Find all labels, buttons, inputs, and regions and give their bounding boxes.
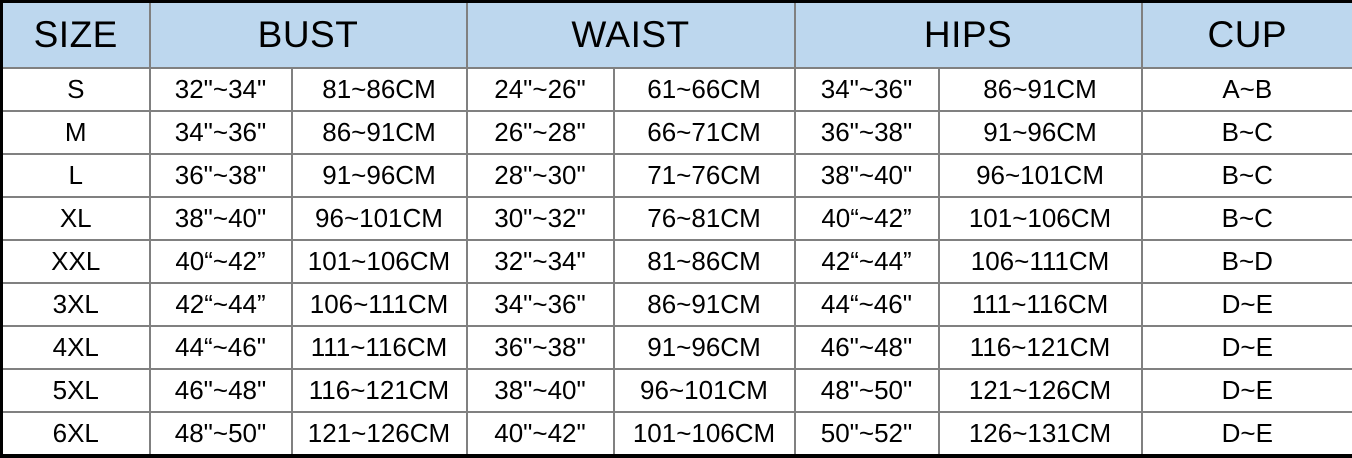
cell-hips_cm: 91~96CM: [939, 111, 1142, 154]
cell-size: S: [2, 68, 150, 111]
cell-waist_inches: 34"~36": [467, 283, 614, 326]
cell-hips_inches: 40“~42”: [795, 197, 939, 240]
cell-waist_cm: 71~76CM: [614, 154, 795, 197]
table-row: [2, 68, 1352, 111]
cell-hips_inches: 46"~48": [795, 326, 939, 369]
cell-waist_cm: 61~66CM: [614, 68, 795, 111]
cell-hips_cm: 111~116CM: [939, 283, 1142, 326]
cell-hips_cm: 86~91CM: [939, 68, 1142, 111]
cell-cup: B~D: [1142, 240, 1352, 283]
cell-waist_cm: 76~81CM: [614, 197, 795, 240]
cell-bust_inches: 48"~50": [150, 412, 292, 456]
cell-hips_cm: 126~131CM: [939, 412, 1142, 456]
cell-hips_inches: 48"~50": [795, 369, 939, 412]
cell-size: XXL: [2, 240, 150, 283]
cell-waist_cm: 86~91CM: [614, 283, 795, 326]
cell-bust_inches: 34"~36": [150, 111, 292, 154]
cell-cup: B~C: [1142, 111, 1352, 154]
cell-waist_cm: 81~86CM: [614, 240, 795, 283]
cell-bust_inches: 40“~42”: [150, 240, 292, 283]
column-header-bust: BUST: [150, 2, 467, 69]
column-header-size: SIZE: [2, 2, 150, 69]
cell-hips_inches: 36"~38": [795, 111, 939, 154]
cell-size: M: [2, 111, 150, 154]
cell-cup: D~E: [1142, 283, 1352, 326]
size-chart-body: [2, 68, 1352, 456]
table-row: [2, 154, 1352, 197]
cell-bust_inches: 44“~46": [150, 326, 292, 369]
cell-hips_cm: 106~111CM: [939, 240, 1142, 283]
cell-waist_cm: 66~71CM: [614, 111, 795, 154]
cell-hips_inches: 42“~44”: [795, 240, 939, 283]
cell-cup: B~C: [1142, 154, 1352, 197]
cell-waist_inches: 38"~40": [467, 369, 614, 412]
column-header-waist: WAIST: [467, 2, 795, 69]
cell-hips_inches: 38"~40": [795, 154, 939, 197]
table-row: [2, 240, 1352, 283]
header-row: [2, 2, 1352, 69]
cell-bust_inches: 38"~40": [150, 197, 292, 240]
cell-waist_inches: 40"~42": [467, 412, 614, 456]
cell-waist_inches: 28"~30": [467, 154, 614, 197]
cell-waist_inches: 30"~32": [467, 197, 614, 240]
cell-bust_inches: 32"~34": [150, 68, 292, 111]
cell-bust_inches: 46"~48": [150, 369, 292, 412]
cell-hips_inches: 34"~36": [795, 68, 939, 111]
cell-cup: A~B: [1142, 68, 1352, 111]
cell-hips_cm: 101~106CM: [939, 197, 1142, 240]
cell-size: XL: [2, 197, 150, 240]
cell-waist_inches: 26"~28": [467, 111, 614, 154]
cell-waist_cm: 101~106CM: [614, 412, 795, 456]
cell-size: 4XL: [2, 326, 150, 369]
table-row: [2, 283, 1352, 326]
column-header-hips: HIPS: [795, 2, 1142, 69]
cell-waist_inches: 32"~34": [467, 240, 614, 283]
cell-cup: D~E: [1142, 412, 1352, 456]
cell-bust_cm: 106~111CM: [292, 283, 467, 326]
cell-waist_inches: 36"~38": [467, 326, 614, 369]
cell-hips_cm: 116~121CM: [939, 326, 1142, 369]
cell-cup: B~C: [1142, 197, 1352, 240]
cell-size: 3XL: [2, 283, 150, 326]
cell-hips_cm: 121~126CM: [939, 369, 1142, 412]
table-row: [2, 326, 1352, 369]
cell-cup: D~E: [1142, 369, 1352, 412]
table-row: [2, 412, 1352, 456]
cell-bust_inches: 42“~44”: [150, 283, 292, 326]
cell-bust_cm: 91~96CM: [292, 154, 467, 197]
cell-size: 5XL: [2, 369, 150, 412]
cell-bust_cm: 121~126CM: [292, 412, 467, 456]
size-chart-header: [2, 2, 1352, 69]
cell-waist_cm: 96~101CM: [614, 369, 795, 412]
cell-hips_inches: 50"~52": [795, 412, 939, 456]
cell-hips_cm: 96~101CM: [939, 154, 1142, 197]
cell-waist_inches: 24"~26": [467, 68, 614, 111]
cell-bust_cm: 111~116CM: [292, 326, 467, 369]
table-row: [2, 111, 1352, 154]
column-header-cup: CUP: [1142, 2, 1352, 69]
cell-size: 6XL: [2, 412, 150, 456]
table-row: [2, 369, 1352, 412]
cell-hips_inches: 44“~46": [795, 283, 939, 326]
cell-bust_cm: 86~91CM: [292, 111, 467, 154]
cell-bust_cm: 116~121CM: [292, 369, 467, 412]
cell-bust_cm: 96~101CM: [292, 197, 467, 240]
cell-cup: D~E: [1142, 326, 1352, 369]
cell-bust_inches: 36"~38": [150, 154, 292, 197]
cell-bust_cm: 81~86CM: [292, 68, 467, 111]
cell-size: L: [2, 154, 150, 197]
table-row: [2, 197, 1352, 240]
cell-bust_cm: 101~106CM: [292, 240, 467, 283]
cell-waist_cm: 91~96CM: [614, 326, 795, 369]
